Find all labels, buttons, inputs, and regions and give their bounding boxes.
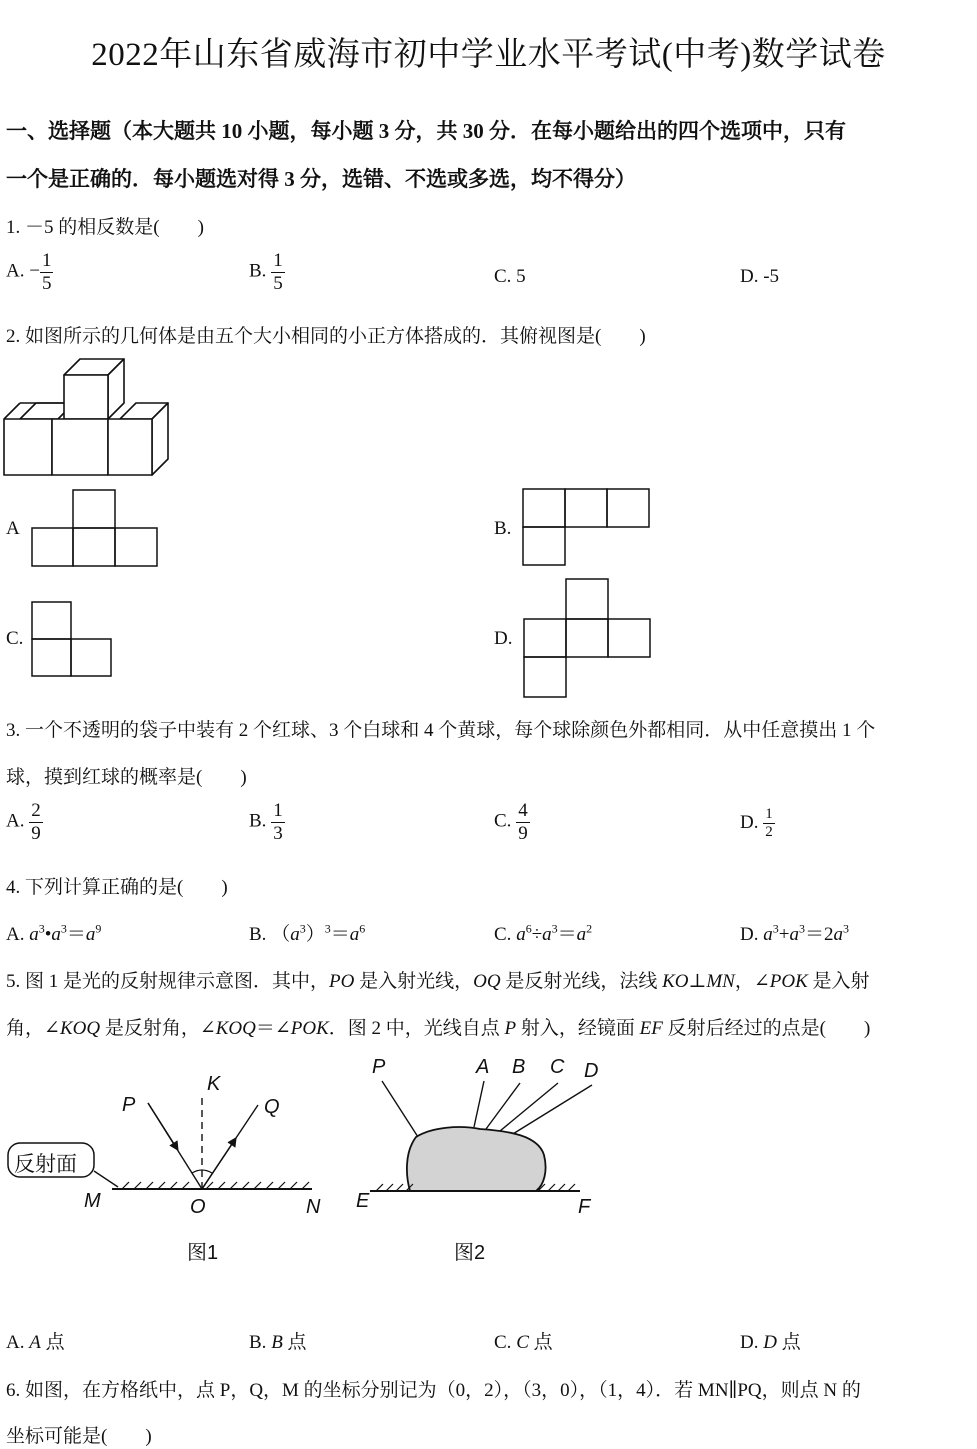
option-label: B.: [249, 1332, 272, 1353]
numerator: 1: [273, 800, 283, 821]
option-suffix: 点: [40, 1332, 65, 1353]
option-label: A.: [6, 260, 25, 282]
question-4-option-c: C. $a^6\div a^3=a^2$: [494, 921, 593, 945]
minus-sign: −: [29, 260, 40, 282]
question-1-option-d: D. -5: [740, 266, 780, 287]
question-5-option-c: [494, 1327, 553, 1354]
question-1-stem: 1. －5 的相反数是( ): [6, 217, 204, 238]
option-label: D.: [740, 1332, 764, 1353]
denominator: 9: [31, 822, 41, 844]
option-suffix: 点: [528, 1332, 553, 1353]
question-3-option-c: [494, 800, 530, 845]
question-4-option-a: A. $a^3•a^3=a^9$: [6, 921, 102, 945]
figure-2-label-b: B: [512, 1056, 526, 1078]
question-1-option-b: [249, 250, 285, 295]
numerator: 2: [31, 800, 41, 821]
figure-2-label-c: C: [550, 1056, 565, 1078]
option-label: B.: [249, 810, 267, 832]
option-variable: B: [271, 1332, 283, 1353]
fraction: [271, 250, 285, 295]
option-label: C.: [494, 1332, 517, 1353]
question-2-option-d-label: D.: [494, 628, 513, 649]
numerator: 1: [273, 250, 283, 271]
fraction: [763, 806, 775, 842]
fraction: [516, 800, 530, 845]
option-label: A.: [6, 924, 30, 945]
fraction: [29, 800, 43, 845]
option-label: D.: [740, 924, 764, 945]
figure-1-caption: 图1: [187, 1242, 219, 1264]
option-label: B.: [249, 260, 267, 282]
question-3-line1: 3. 一个不透明的袋子中装有 2 个红球、3 个白球和 4 个黄球，每个球除颜色外都相同．从中任意摸出 1 个: [6, 720, 876, 741]
question-2-option-c-figure: [30, 600, 120, 680]
denominator: 3: [273, 822, 283, 844]
fraction: [40, 250, 54, 295]
question-2-option-a-figure: [30, 488, 160, 570]
question-1-option-a: [6, 250, 53, 295]
question-3-option-b: [249, 800, 285, 845]
question-5-option-a: [6, 1327, 65, 1354]
figure-1-badge-label: 反射面: [14, 1153, 77, 1176]
question-5-line1-start: 5. 图 1 是光的反射规律示意图．其中，: [6, 971, 330, 992]
cube-solid-figure: [0, 355, 175, 485]
figure-1-label-n: N: [306, 1196, 321, 1218]
section-heading-line2: 一个是正确的．每小题选对得 3 分，选错、不选或多选，均不得分）: [6, 167, 636, 191]
question-2-option-c-label: C.: [6, 628, 24, 649]
question-6-line2: 坐标可能是( ): [6, 1426, 152, 1447]
denominator: 2: [765, 824, 773, 841]
figure-2-label-f: F: [578, 1196, 591, 1218]
option-label: D.: [740, 812, 759, 834]
question-4-option-d: D. $a^3+a^3=2a^3$: [740, 921, 849, 945]
option-variable: C: [516, 1332, 529, 1353]
question-5-option-b: [249, 1327, 307, 1354]
figure-1-label-q: Q: [264, 1096, 280, 1118]
option-suffix: 点: [776, 1332, 801, 1353]
question-4-stem: 4. 下列计算正确的是( ): [6, 877, 228, 898]
question-2-option-a-label: A: [6, 518, 20, 539]
question-5-line1: 5. 图 1 是光的反射规律示意图．其中，PO 是入射光线，OQ 是反射光线，法线 KO⊥MN，∠POK 是入射: [6, 971, 870, 992]
question-5-option-d: [740, 1327, 801, 1354]
option-label: B.: [249, 924, 272, 945]
figure-1-label-o: O: [190, 1196, 206, 1218]
figure-2-caption: 图2: [454, 1242, 486, 1264]
question-2-stem: 2. 如图所示的几何体是由五个大小相同的小正方体搭成的．其俯视图是( ): [6, 326, 646, 347]
option-variable: D: [763, 1332, 777, 1353]
question-5-line2-start: 角，: [6, 1018, 45, 1039]
question-1-option-c: C. 5: [494, 266, 526, 287]
paper-title: 2022年山东省威海市初中学业水平考试(中考)数学试卷: [91, 37, 886, 73]
question-3-option-d: [740, 806, 775, 842]
question-4-option-b: B. $(a^3)^3=a^6$: [249, 921, 366, 945]
numerator: 1: [763, 806, 775, 824]
question-2-option-d-figure: [522, 577, 654, 701]
figure-1-label-m: M: [84, 1190, 101, 1212]
figure-2-label-d: D: [584, 1060, 599, 1082]
denominator: 5: [41, 272, 52, 294]
figure-2-label-p: P: [372, 1056, 386, 1078]
figure-2-label-a: A: [476, 1056, 490, 1078]
figure-1-label-k: K: [207, 1073, 221, 1095]
question-3-option-a: [6, 800, 43, 845]
question-2-option-b-figure: [521, 487, 651, 569]
figure-2-label-e: E: [356, 1190, 370, 1212]
option-label: A.: [6, 1332, 30, 1353]
option-suffix: 点: [282, 1332, 307, 1353]
question-2-option-b-label: B.: [494, 518, 512, 539]
option-label: A.: [6, 810, 25, 832]
question-5-line2: 角，∠KOQ 是反射角，∠KOQ＝∠POK．图 2 中，光线自点 P 射入，经镜面 EF 反射后经过的点是( ): [6, 1018, 871, 1039]
fraction: [271, 800, 285, 845]
question-3-line2: 球，摸到红球的概率是( ): [6, 767, 247, 788]
question-6-line1: 6. 如图，在方格纸中，点 P，Q，M 的坐标分别记为（0，2），（3，0），（1，4）．若 MN∥PQ，则点 N 的: [6, 1380, 861, 1401]
option-label: C.: [494, 810, 512, 832]
figure-1-label-p: P: [122, 1094, 136, 1116]
section-heading-line1: 一、选择题（本大题共 10 小题，每小题 3 分，共 30 分．在每小题给出的四个选项中，只有: [6, 119, 846, 143]
numerator: 4: [518, 800, 528, 821]
numerator: 1: [41, 250, 52, 271]
option-label: C.: [494, 924, 517, 945]
denominator: 5: [273, 272, 283, 294]
option-variable: A: [29, 1332, 41, 1353]
denominator: 9: [518, 822, 528, 844]
